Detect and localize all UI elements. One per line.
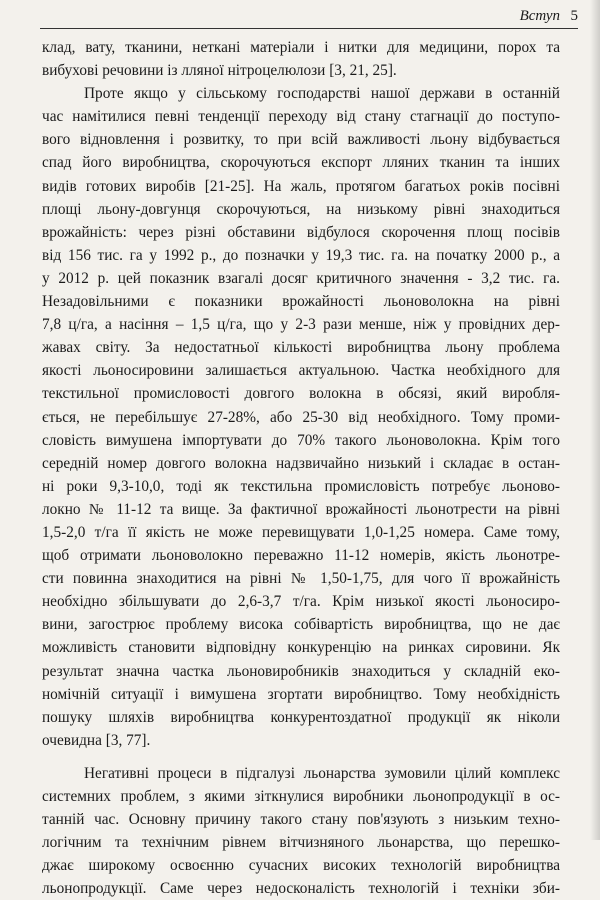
text-line: системних проблем, з якими зіткнулися виробники льонопродукції в ос-	[42, 788, 560, 805]
text-line: номічній ситуації і вимушена згортати виробництво. Тому необхідність	[42, 685, 560, 703]
text-line: якості льоносировини залишається актуальною. Частка необхідного для	[42, 362, 560, 380]
text-line: словість вимушена імпортувати до 70% такого льоноволокна. Крім того	[42, 431, 560, 449]
text-line: Негативні процеси в підгалузі льонарства зумовили цілий комплекс	[84, 764, 560, 782]
page-edge-shadow	[590, 0, 600, 840]
text-line: клад, вату, тканини, неткані матеріали і нитки для медицини, порох та	[42, 39, 560, 56]
text-line: сти повинна знаходитися на рівні № 1,50-1,75, для чого її врожайність	[42, 570, 560, 588]
text-line: вого відновлення і розвитку, то при всій важливості льону відбувається	[42, 131, 560, 149]
paragraph	[42, 82, 560, 752]
text-line: джає широкому освоєнню сучасних високих технологій виробництва	[42, 857, 560, 875]
body-text	[42, 36, 560, 900]
text-line: вибухові речовини із лляної нітроцелюлози [3, 21, 25].	[42, 62, 397, 80]
text-line: видів готових виробів [21-25]. На жаль, протягом багатьох років посівні	[42, 177, 560, 195]
text-line: жавах світу. За недостатньої кількості виробництва льону проблема	[42, 339, 560, 357]
text-line: можливість становити відповідну конкуренцію на ринках сировини. Як	[42, 639, 560, 657]
running-title: Вступ	[519, 8, 560, 24]
text-line: 1,5-2,0 т/га її якість не може перевищувати 1,0-1,25 номера. Саме тому,	[42, 523, 560, 541]
text-line: льонопродукції. Саме через недосконалість технологій і техніки зби-	[42, 880, 560, 898]
text-line: ні роки 9,3-10,0, тоді як текстильна промисловість потребує льоново-	[42, 477, 560, 495]
text-line: результат значна частка льоновиробників знаходиться у складній еко-	[42, 662, 560, 680]
text-line: площі льону-довгунця скорочуються, на низькому рівні знаходиться	[42, 200, 560, 218]
page-number: 5	[570, 8, 578, 24]
text-line: ється, не перебільшує 27-28%, або 25-30 від необхідного. Тому проми-	[42, 408, 560, 426]
text-line: танній час. Основну причину такого стану пов'язують з низьким техно-	[42, 811, 560, 829]
text-line: очевидна [3, 77].	[42, 731, 151, 749]
text-line: у 2012 р. цей показник взагалі досяг критичного значення - 3,2 тис. га.	[42, 269, 560, 287]
text-line: від 156 тис. га у 1992 р., до позначки у 19,3 тис. га. на початку 2000 р., а	[42, 246, 560, 264]
running-header	[40, 6, 578, 29]
text-line: щоб отримати льоноволокно переважно 11-12 номерів, якість льонотре-	[42, 547, 560, 565]
text-line: середній номер довгого волокна надзвичайно низький і складає в остан-	[42, 454, 560, 472]
text-line: логічним та технічним рівнем вітчизняного льонарства, що перешко-	[42, 834, 560, 852]
paragraph	[42, 36, 560, 82]
text-line: текстильної промисловості довгого волокна в обсязі, який виробля-	[42, 385, 560, 403]
text-line: пошуку шляхів виробництва конкурентоздатної продукції як ніколи	[42, 708, 560, 726]
text-line: вини, загострює проблему висока собівартість виробництва, що не дає	[42, 616, 560, 634]
text-line: врожайність: через різні обставини відбулося скорочення площ посівів	[42, 223, 560, 241]
text-line: локно № 11-12 та вище. За фактичної врожайності льонотрести на рівні	[42, 500, 560, 518]
text-line: час намітилися певні тенденції переходу від стану стагнації до поступо-	[42, 108, 560, 126]
text-line: Незадовільними є показники врожайності льоноволокна на рівні	[42, 293, 560, 311]
text-line: спад його виробництва, скорочуються експорт лляних тканин та інших	[42, 154, 560, 172]
text-line: Проте якщо у сільському господарстві нашої держави в останній	[84, 85, 560, 103]
paragraph-gap	[42, 752, 560, 762]
paragraph	[42, 762, 560, 900]
text-line: необхідно збільшувати до 2,6-3,7 т/га. Крім низької якості льоносиро-	[42, 593, 560, 611]
text-line: 7,8 ц/га, а насіння – 1,5 ц/га, що у 2-3 рази менше, ніж у провідних дер-	[42, 316, 560, 334]
